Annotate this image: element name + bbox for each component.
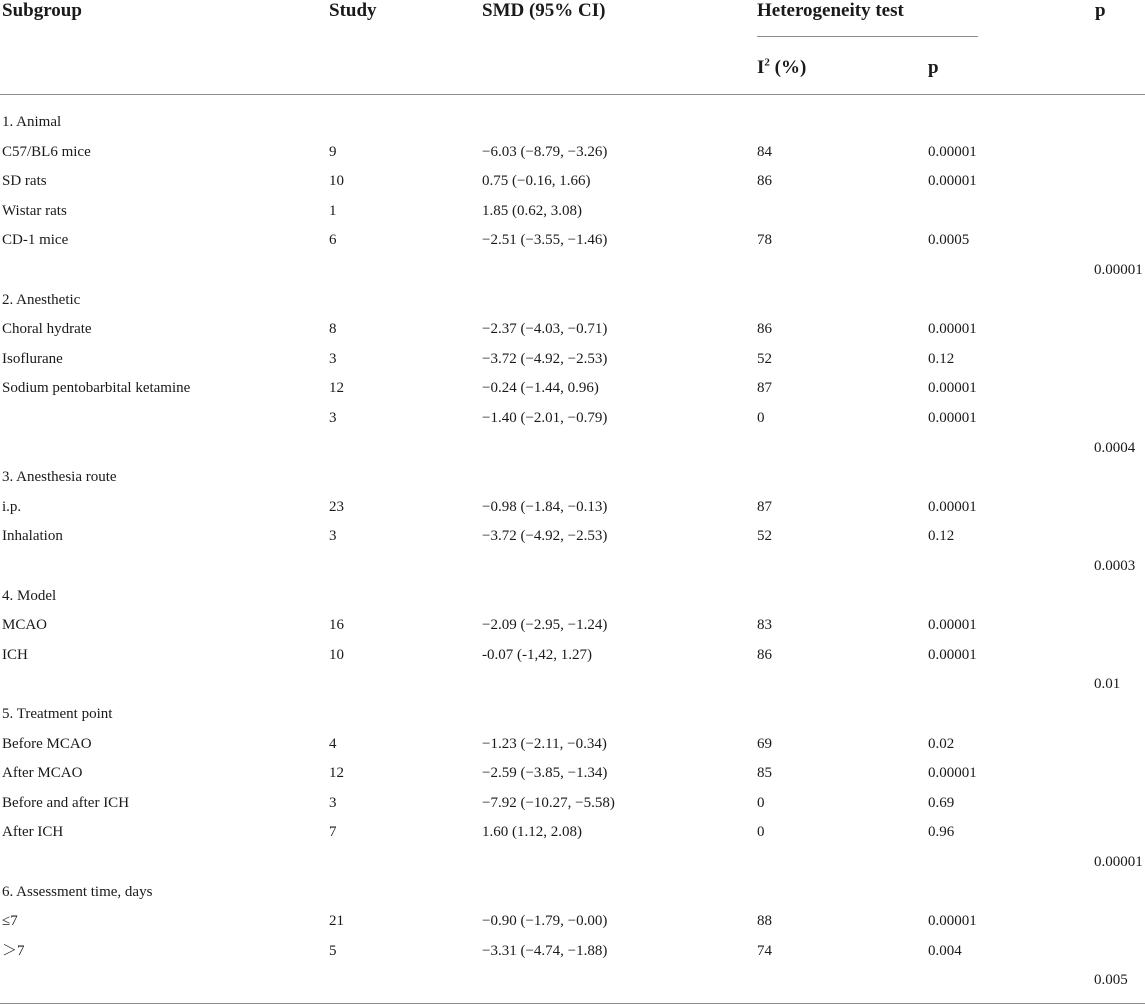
row-label: Choral hydrate: [2, 321, 92, 338]
row-smd: −3.72 (−4.92, −2.53): [482, 350, 608, 367]
row-i2: 83: [757, 617, 772, 634]
row-p: 0.0005: [928, 232, 970, 249]
row-smd: −3.31 (−4.74, −1.88): [482, 942, 608, 959]
row-label: Before MCAO: [2, 735, 92, 752]
row-smd: −0.90 (−1.79, −0.00): [482, 913, 608, 930]
group-p-value: 0.0003: [1094, 558, 1136, 574]
row-p: 0.00001: [928, 765, 977, 782]
row-p: 0.00001: [928, 410, 977, 426]
header-subgroup: Subgroup: [2, 0, 82, 21]
row-label: SD rats: [2, 173, 47, 190]
row-smd: 0.75 (−0.16, 1.66): [482, 173, 591, 190]
row-label: CD-1 mice: [2, 232, 69, 249]
group-title: 3. Anesthesia route: [2, 469, 117, 486]
row-label: i.p.: [2, 498, 22, 515]
row-smd: −7.92 (−10.27, −5.58): [482, 794, 615, 811]
header-study: Study: [329, 0, 377, 21]
header-p-heterogeneity: p: [928, 57, 939, 78]
row-i2: 52: [757, 528, 772, 545]
row-study: 8: [329, 321, 337, 338]
row-i2: 0: [757, 794, 765, 811]
row-label: C57/BL6 mice: [2, 143, 91, 160]
row-smd: −1.40 (−2.01, −0.79): [482, 410, 608, 426]
row-i2: 84: [757, 143, 772, 160]
row-i2: 78: [757, 232, 772, 249]
row-smd: −3.72 (−4.92, −2.53): [482, 528, 608, 545]
group-title: 5. Treatment point: [2, 706, 113, 722]
row-study: 12: [329, 380, 344, 397]
row-i2: 0: [757, 410, 765, 426]
group-p-value: 0.00001: [1094, 262, 1143, 278]
row-label: Inhalation: [2, 528, 63, 545]
group-title: 2. Anesthetic: [2, 291, 81, 308]
row-p: 0.00001: [928, 646, 977, 663]
row-study: 4: [329, 735, 337, 752]
row-study: 3: [329, 794, 337, 811]
group-title: 1. Animal: [2, 114, 62, 130]
table-bottom-rule: [0, 1003, 1145, 1004]
row-i2: 86: [757, 646, 772, 663]
header-heterogeneity: Heterogeneity test: [757, 0, 904, 21]
group-p-value: 0.00001: [1094, 854, 1143, 870]
row-label: MCAO: [2, 617, 48, 634]
row-label: Sodium pentobarbital ketamine: [2, 380, 191, 397]
row-p: 0.00001: [928, 498, 977, 515]
row-smd: −1.23 (−2.11, −0.34): [482, 735, 607, 752]
row-i2: 74: [757, 942, 772, 959]
group-p-value: 0.01: [1094, 676, 1121, 693]
row-i2: 86: [757, 173, 772, 190]
row-smd: −2.09 (−2.95, −1.24): [482, 617, 608, 634]
row-label: Before and after ICH: [2, 794, 130, 811]
row-study: 10: [329, 646, 344, 663]
header-subrule: [757, 36, 978, 37]
header-i2: $I^2$ (%): [757, 56, 807, 78]
row-smd: 1.85 (0.62, 3.08): [482, 202, 582, 219]
row-p: 0.12: [928, 350, 955, 367]
row-i2: 88: [757, 913, 772, 930]
row-p: 0.02: [928, 735, 955, 752]
row-i2: 69: [757, 735, 772, 752]
row-i2: 52: [757, 350, 772, 367]
group-p-value: 0.005: [1094, 972, 1128, 989]
row-study: 12: [329, 765, 344, 782]
row-study: 1: [329, 202, 337, 219]
row-study: 3: [329, 410, 337, 426]
row-i2: 87: [757, 380, 772, 397]
row-i2: 0: [757, 824, 765, 841]
row-label: After MCAO: [2, 765, 83, 782]
row-smd: −2.37 (−4.03, −0.71): [482, 321, 608, 338]
group-title: 4. Model: [2, 587, 57, 604]
row-i2: 86: [757, 321, 772, 338]
row-smd: -0.07 (-1,42, 1.27): [482, 646, 592, 663]
row-label: ≤7: [2, 913, 18, 930]
row-smd: −2.59 (−3.85, −1.34): [482, 765, 608, 782]
row-p: 0.00001: [928, 143, 977, 160]
header-smd: SMD (95% CI): [482, 0, 606, 21]
row-study: 16: [329, 617, 344, 634]
row-smd: −6.03 (−8.79, −3.26): [482, 143, 608, 160]
row-i2: 87: [757, 498, 772, 515]
row-study: 9: [329, 143, 337, 160]
row-study: 23: [329, 498, 344, 515]
row-p: 0.00001: [928, 617, 977, 634]
row-study: 21: [329, 913, 344, 930]
row-p: 0.00001: [928, 173, 977, 190]
row-p: 0.96: [928, 824, 955, 841]
row-study: 5: [329, 942, 337, 959]
row-label: ＞7: [2, 942, 25, 959]
row-study: 7: [329, 824, 337, 841]
group-title: 6. Assessment time, days: [2, 883, 153, 900]
header-bottom-rule: [0, 94, 1145, 95]
row-smd: −0.24 (−1.44, 0.96): [482, 380, 599, 397]
row-smd: 1.60 (1.12, 2.08): [482, 824, 582, 841]
row-p: 0.69: [928, 794, 955, 811]
row-study: 3: [329, 528, 337, 545]
row-study: 10: [329, 173, 344, 190]
row-study: 3: [329, 350, 337, 367]
row-label: Isoflurane: [2, 350, 63, 367]
group-p-value: 0.0004: [1094, 439, 1136, 456]
row-p: 0.12: [928, 528, 955, 545]
row-p: 0.00001: [928, 321, 977, 338]
row-p: 0.00001: [928, 380, 977, 397]
row-p: 0.004: [928, 942, 962, 959]
row-study: 6: [329, 232, 337, 249]
row-label: Wistar rats: [2, 202, 67, 219]
row-label: After ICH: [2, 824, 64, 841]
row-p: 0.00001: [928, 913, 977, 930]
header-p-overall: p: [1095, 0, 1106, 21]
row-i2: 85: [757, 765, 772, 782]
row-smd: −0.98 (−1.84, −0.13): [482, 498, 608, 515]
row-smd: −2.51 (−3.55, −1.46): [482, 232, 608, 249]
row-label: ICH: [2, 646, 28, 663]
